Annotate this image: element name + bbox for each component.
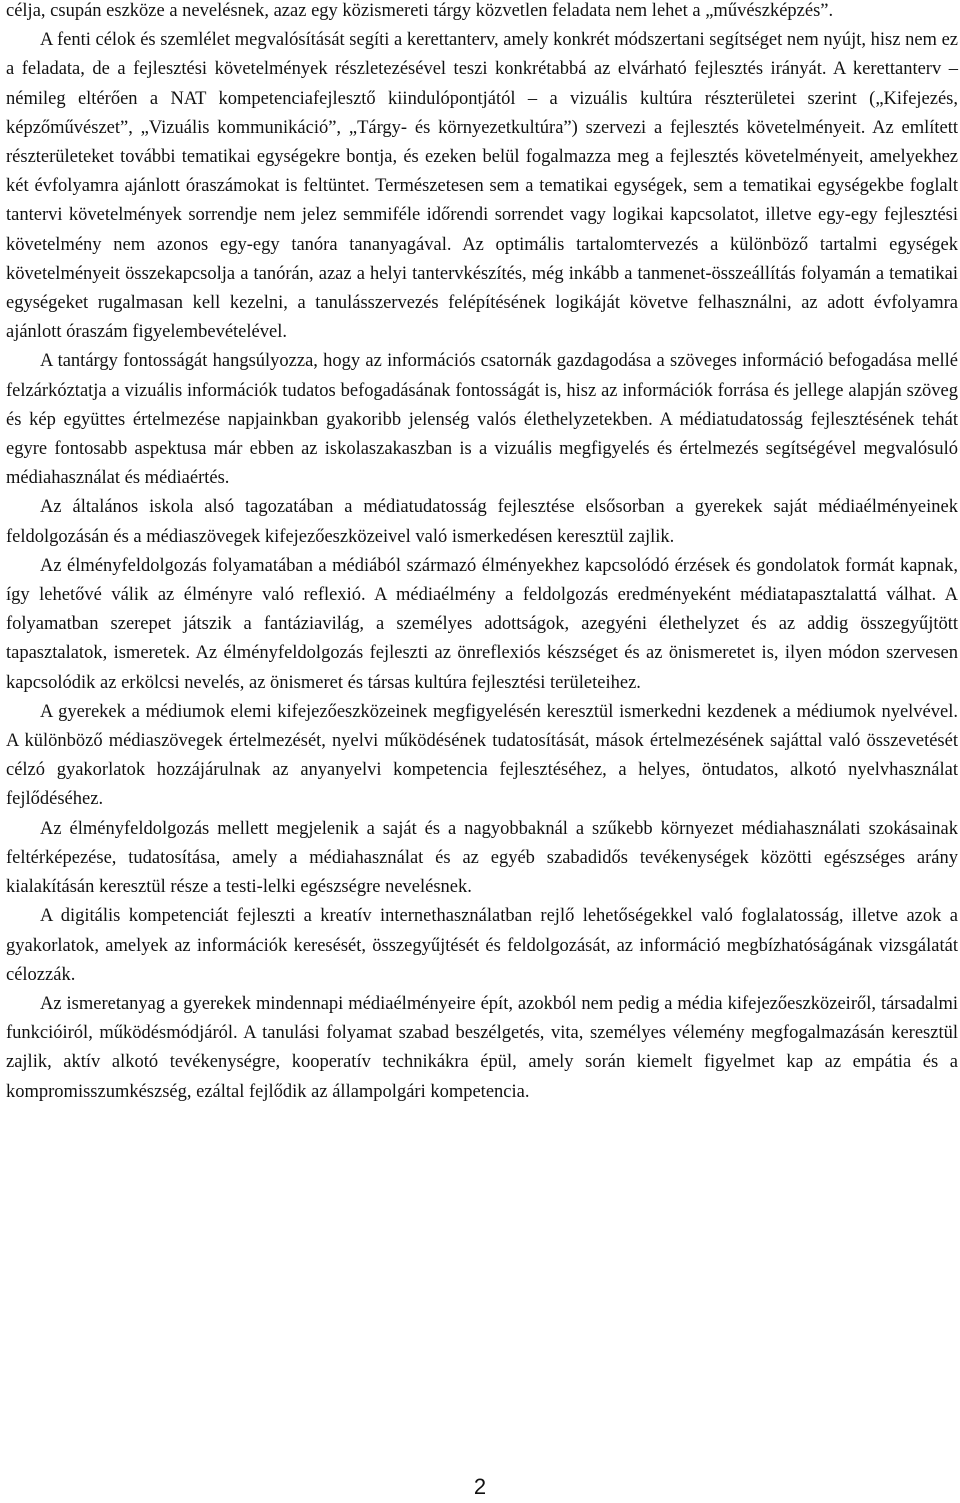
page-number: 2 bbox=[473, 1474, 487, 1499]
paragraph: A gyerekek a médiumok elemi kifejezőeszközeinek megfigyelésén keresztül ismerkedni kezdenek a médiumok nyelvével. A különböző médiaszövegek értelmezését, nyelvi működésének tudatosítását, mások értelmezésének sajáttal való összevetését célzó gyakorlatok hozzájárulnak az anyanyelvi kompetencia fejlesztéséhez, a helyes, öntudatos, alkotó nyelvhasználat fejlődéséhez. bbox=[6, 701, 958, 810]
paragraph: célja, csupán eszköze a nevelésnek, azaz egy közismereti tárgy közvetlen feladata nem lehet a „művészképzés”. bbox=[6, 1, 834, 21]
paragraph: Az élményfeldolgozás folyamatában a médiából származó élményekhez kapcsolódó érzések és gondolatok formát kapnak, így lehetővé válik az élményre való reflexió. A médiaélmény a feldolgozás eredményeként médiatapasztalattá válhat. A folyamatban szerepet játszik a fantáziavilág, a személyes adottságok, azegyéni élethelyzet és az addig összegyűjtött tapasztalatok, ismeretek. Az élményfeldolgozás fejleszti az önreflexiós készséget és az önismeretet is, ilyen módon szervesen kapcsolódik az erkölcsi nevelés, az önismeret és társas kultúra fejlesztési területeihez. bbox=[6, 555, 958, 693]
paragraph: Az általános iskola alsó tagozatában a médiatudatosság fejlesztése elsősorban a gyerekek saját médiaélményeinek feldolgozásán és a médiaszövegek kifejezőeszközeivel való ismerkedésen keresztül zajlik. bbox=[6, 497, 958, 547]
paragraph: Az ismeretanyag a gyerekek mindennapi médiaélményeire épít, azokból nem pedig a média kifejezőeszközeiről, társadalmi funkcióiról, működésmódjáról. A tanulási folyamat szabad beszélgetés, vita, személyes vélemény megfogalmazásán keresztül zajlik, aktív alkotó tevékenységre, kooperatív technikákra épül, amely során kiemelt figyelmet kap az empátia és a kompromisszumkészség, ezáltal fejlődik az állampolgári kompetencia. bbox=[6, 993, 958, 1102]
paragraph: Az élményfeldolgozás mellett megjelenik a saját és a nagyobbaknál a szűkebb környezet médiahasználati szokásainak feltérképezése, tudatosítása, amely a médiahasználat és az egyéb szabadidős tevékenységek közötti egészséges arány kialakításán keresztül része a testi-lelki egészségre nevelésnek. bbox=[6, 818, 958, 898]
paragraph: A digitális kompetenciát fejleszti a kreatív internethasználatban rejlő lehetőségekkel való foglalatosság, illetve azok a gyakorlatok, amelyek az információk keresését, összegyűjtését és feldolgozását, az információ megbízhatóságának vizsgálatát célozzák. bbox=[6, 906, 958, 985]
document-body bbox=[6, 0, 958, 1107]
paragraph: A fenti célok és szemlélet megvalósítását segíti a kerettanterv, amely konkrét módszertani segítséget nem nyújt, hisz nem ez a feladata, de a fejlesztési követelmények részletezésével teszi konkrétabbá az elvárható fejlesztés irányát. A kerettanterv – némileg eltérően a NAT kompetenciafejlesztő kiindulópontjától – a vizuális kultúra részterületei szerint („Kifejezés, képzőművészet”, „Vizuális kommunikáció”, „Tárgy- és környezetkultúra”) szervezi a fejlesztés követelményeit. Az említett részterületeket további tematikai egységekre bontja, és ezeken belül fogalmazza meg a fejlesztés követelményeit, amelyekhez két évfolyamra ajánlott óraszámokat is feltüntet. Természetesen sem a tematikai egységek, sem a tematikai egységekbe foglalt tantervi követelmények sorrendje nem jelez semmiféle időrendi sorrendet vagy logikai kapcsolatot, illetve egy-egy fejlesztési követelmény nem azonos egy-egy tanóra tananyagával. Az optimális tartalomtervezés a különböző tartalmi egységek követelményeit összekapcsolja a tanórán, azaz a helyi tantervkészítés, még inkább a tanmenet-összeállítás folyamán a tematikai egységeket rugalmasan kell kezelni, a tanulásszervezés felépítésének logikáját követve felhasználni, az adott évfolyamra ajánlott óraszám figyelembevételével. bbox=[6, 30, 958, 343]
paragraph: A tantárgy fontosságát hangsúlyozza, hogy az információs csatornák gazdagodása a szöveges információ befogadása mellé felzárkóztatja a vizuális információk tudatos befogadásának fontosságát is, hisz az információk forrása és jellege alapján szöveg és kép együttes értelmezése napjainkban gyakoribb jelenség valós élethelyzetekben. A médiatudatosság fejlesztésének tehát egyre fontosabb aspektusa már ebben az iskolaszakaszban is a vizuális megfigyelés és értelmezés segítségével megvalósuló médiahasználat és médiaértés. bbox=[6, 351, 958, 489]
